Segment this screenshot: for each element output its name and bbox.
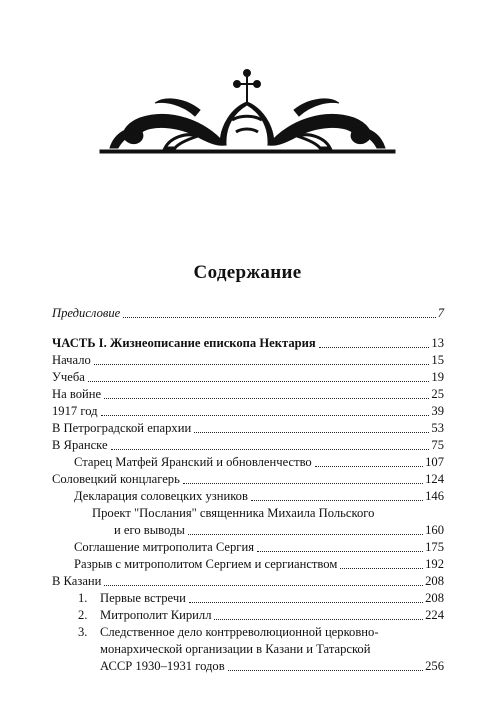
toc-entry-line: 3. Следственное дело контрреволюционной церковно- (78, 625, 379, 639)
leader-dots (104, 397, 429, 399)
leader-dots (189, 601, 423, 603)
toc-entry[interactable]: Учеба 19 (52, 370, 444, 384)
leader-dots (257, 550, 423, 552)
leader-dots (123, 316, 435, 318)
toc-entry[interactable]: Разрыв с митрополитом Сергием и сергианством 192 (74, 557, 444, 571)
leader-dots (188, 533, 423, 535)
toc-entry[interactable]: В Казани 208 (52, 574, 444, 588)
toc-entry[interactable]: 1. Первые встречи 208 (78, 591, 444, 605)
toc-entry[interactable]: Старец Матфей Яранский и обновленчество 107 (74, 455, 444, 469)
toc-entry-line: монархической организации в Казани и Татарской (100, 642, 371, 656)
header-ornament (0, 0, 495, 170)
leader-dots (194, 431, 429, 433)
leader-dots (101, 414, 430, 416)
toc-entry[interactable]: 2. Митрополит Кирилл 224 (78, 608, 444, 622)
toc-entry[interactable]: В Петроградской епархии 53 (52, 421, 444, 435)
toc-entry-line: Проект "Послания" священника Михаила Польского (92, 506, 375, 520)
toc-entry[interactable]: Декларация соловецких узников 146 (74, 489, 444, 503)
leader-dots (214, 618, 423, 620)
leader-dots (251, 499, 423, 501)
leader-dots (183, 482, 423, 484)
leader-dots (88, 380, 430, 382)
toc-entry[interactable]: На войне 25 (52, 387, 444, 401)
cross-icon (234, 70, 260, 103)
leader-dots (315, 465, 423, 467)
leader-dots (228, 669, 423, 671)
page-title: Содержание (193, 262, 302, 283)
toc-entry[interactable]: 1917 год 39 (52, 404, 444, 418)
leader-dots (94, 363, 430, 365)
toc-entry[interactable]: Соловецкий концлагерь 124 (52, 472, 444, 486)
toc-entry[interactable]: АССР 1930–1931 годов 256 (100, 659, 444, 673)
vine-scroll-icon (100, 99, 395, 153)
leader-dots (340, 567, 423, 569)
leader-dots (319, 346, 430, 348)
toc-entry[interactable]: и его выводы 160 (114, 523, 444, 537)
leader-dots (104, 584, 423, 586)
toc-entry[interactable]: В Яранске 75 (52, 438, 444, 452)
toc-entry[interactable]: Начало 15 (52, 353, 444, 367)
toc-entry[interactable]: ЧАСТЬ I. Жизнеописание епископа Нектария 13 (52, 336, 444, 350)
toc-entry[interactable]: Предисловие 7 (52, 306, 444, 320)
leader-dots (111, 448, 430, 450)
toc-entry[interactable]: Соглашение митрополита Сергия 175 (74, 540, 444, 554)
